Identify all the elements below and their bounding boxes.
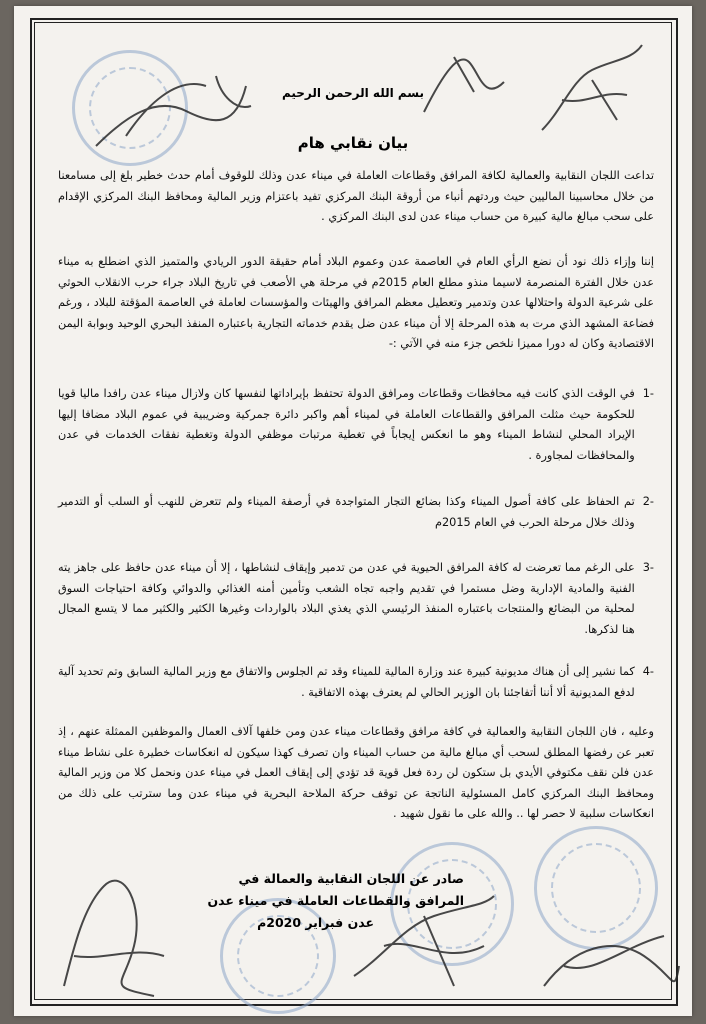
statement-title: بيان نقابي هام: [297, 134, 409, 152]
intro-paragraph-block: [58, 166, 654, 228]
item-2-text: تم الحفاظ على كافة أصول الميناء وكذا بضائع التجار المتواجدة في أرصفة الميناء ولم تتعرض للنهب أو السلب أو التدمير وذلك خلال مرحلة الحرب في العام 2015م: [58, 495, 635, 529]
paragraph-2: إننا وإزاء ذلك نود أن نضع الرأي العام في العاصمة عدن وعموم البلاد أمام حقيقة الدور الريادي والمتميز الذي اضطلع به ميناء عدن خلال الفترة المنصرمة لاسيما منذو مطلع العام 2015م في مرحلة هي الأصعب في تاريخ البلاد جراء حرب الانقلاب الحوثي على شرعية الدولة واحتلالها عدن وتدمير وتعطيل معظم المرافق والهيئات والمؤسسات لعاملة في العاصمة المؤقتة للبلاد ، ورغم فضاعة المشهد الذي مرت به هذه المرحلة إلا أن ميناء عدن ضل يقدم خدماته التجارية باعتباره المنفذ البحري الوحيد وبوابة اليمن الاقتصادية وكان له دورا مميزا نلخص جزء منه في الآتي :-: [58, 255, 654, 350]
intro-paragraph: تداعت اللجان النقابية والعمالية لكافة المرافق وقطاعات العاملة في ميناء عدن وذلك للوقوف أمام حدث خطير بلغ إلى مسامعنا من خلال محاسبينا الماليين حيث وردتهم أنباء من أروقة البنك المركزي تفيد باعتزام وزير المالية ومحافظ البنك المركزي الإقدام على سحب مبالغ مالية كبيرة من حساب ميناء عدن لدى البنك المركزي .: [58, 169, 654, 223]
item-4: [58, 662, 654, 703]
signature-bottom-right: [534, 906, 684, 1006]
item-1-number: -1: [642, 387, 654, 400]
item-1: [58, 384, 654, 466]
item-2-number: -2: [642, 495, 654, 508]
conclusion-block: [58, 722, 654, 825]
item-3-text: على الرغم مما تعرضت له كافة المرافق الحيوية في عدن من تدمير وإيقاف لنشاطها ، إلا أن ميناء عدن حافظ على جاهز يته الفنية والمادية الإدارية وضل مستمرا في تقديم واجبه تجاه الشعب وتأمين أمنه الغذائي والدوائي وكافة احتياجات السوق لمحلية من البضائع والمنتجات باعتباره المنفذ الرئيسي الذي يغذي البلاد بالواردات وغيرها الكثير والكثير مما لا يتسع المجال هنا لذكرها.: [58, 561, 635, 636]
item-1-text: في الوقت الذي كانت فيه محافظات وقطاعات ومرافق الدولة تحتفظ بإيراداتها لنفسها كان ولازال ميناء عدن رافدا ماليا قويا للحكومة حيث مثلت المرافق والقطاعات العاملة في لميناء أهم واكبر دائرة جمركية وضريبية في عموم البلاد مضافا إليها الإيراد المحلي لنشاط الميناء وهو ما انعكس إيجاباً في تغطية مرتبات موظفي الدولة وتغطية نفقات الخدمات في عدن والمحافظات لمجاورة .: [58, 387, 635, 462]
conclusion-paragraph: وعليه ، فان اللجان النقابية والعمالية في كافة مرافق وقطاعات ميناء عدن ومن خلفها آلاف العمال والموظفين الممثلة عنهم ، إذ تعبر عن رفضها المطلق لسحب أي مبالغ مالية من حساب الميناء وان تصرف كهذا سيكون له انعكاسات خطيرة على نشاط ميناء عدن فلن نقف مكتوفي الأيدي بل ستكون لن ردة فعل قوية قد تؤدي إلى إيقاف العمل في ميناء عدن ونحمل كلا من وزير المالية ومحافظ البنك المركزي كامل المسئولية الناتجة عن توقف حركة الملاحة البحرية في ميناء عدن وما سترتب على ذلك من انعكاسات سلبية لا حصر لها .. والله على ما نقول شهيد .: [58, 725, 654, 820]
signature-top-middle: [414, 42, 514, 122]
item-3: [58, 558, 654, 640]
item-2: [58, 492, 654, 533]
issuer-line-1: صادر عن اللجان النقابية والعمالة في: [238, 871, 464, 886]
issuer-block: [144, 868, 464, 934]
item-3-number: -3: [642, 561, 654, 574]
item-4-text: كما نشير إلى أن هناك مديونية كبيرة عند وزارة المالية للميناء وقد تم الجلوس والاتفاق مع وزير المالية السابق وتم تحديد آلية لدفع المديونية ألا أننا أتفاجئنا بان الوزير الحالي لم يعترف بهذه الاتفاقية .: [58, 665, 635, 699]
paragraph-2-block: [58, 252, 654, 355]
item-4-number: -4: [642, 665, 654, 678]
basmala: بسم الله الرحمن الرحيم: [281, 86, 425, 100]
issue-date: عدن فبراير 2020م: [257, 915, 374, 930]
issuer-line-2: المرافق والقطاعات العاملة في ميناء عدن: [207, 893, 464, 908]
document-page: [14, 6, 692, 1016]
